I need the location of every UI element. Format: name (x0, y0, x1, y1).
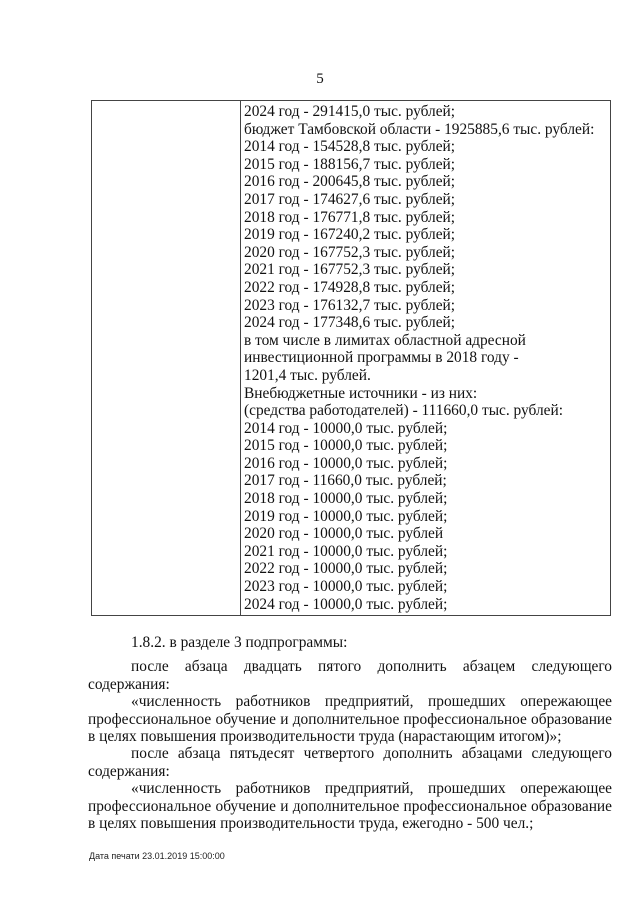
table-line: Внебюджетные источники - из них: (244, 384, 478, 402)
table-line: 2024 год - 291415,0 тыс. рублей; (244, 103, 456, 120)
table-line: 1201,4 тыс. рублей. (244, 366, 371, 384)
table-line: 2021 год - 167752,3 тыс. рублей; (244, 261, 456, 279)
financing-table (91, 100, 611, 616)
table-line: 2022 год - 10000,0 тыс. рублей; (244, 560, 448, 578)
table-line: 2020 год - 167752,3 тыс. рублей; (244, 243, 456, 261)
paragraph-line: после абзаца пятьдесят четвертого дополнить абзацами следующего (131, 745, 612, 763)
paragraph-line: в целях повышения производительности труда, ежегодно - 500 чел.; (88, 815, 534, 833)
paragraph-line: содержания: (88, 762, 170, 780)
table-cell-empty (92, 101, 241, 616)
table-line: 2024 год - 177348,6 тыс. рублей; (244, 314, 456, 332)
table-line: 2019 год - 167240,2 тыс. рублей; (244, 226, 456, 244)
table-line: 2014 год - 154528,8 тыс. рублей; (244, 138, 456, 156)
paragraph-line: содержания: (88, 675, 170, 693)
section-heading: 1.8.2. в разделе 3 подпрограммы: (131, 634, 348, 651)
table-line: инвестиционной программы в 2018 году - (244, 349, 519, 367)
table-line: (средства работодателей) - 111660,0 тыс. рублей: (244, 402, 564, 420)
paragraph-line: после абзаца двадцать пятого дополнить абзацем следующего (131, 658, 612, 676)
table-line: 2019 год - 10000,0 тыс. рублей; (244, 507, 448, 525)
table-line: 2023 год - 10000,0 тыс. рублей; (244, 578, 448, 596)
table-line: 2017 год - 11660,0 тыс. рублей; (244, 472, 447, 490)
paragraph-line: профессиональное обучение и дополнительное профессиональное образование (88, 797, 612, 815)
table-line: 2018 год - 10000,0 тыс. рублей; (244, 490, 448, 508)
table-cell-financing (241, 101, 611, 616)
table-line: 2017 год - 174627,6 тыс. рублей; (244, 190, 456, 208)
paragraph-line: «численность работников предприятий, прошедших опережающее (131, 693, 612, 711)
table-line: 2014 год - 10000,0 тыс. рублей; (244, 419, 448, 437)
table-line: в том числе в лимитах областной адресной (244, 331, 526, 349)
table-line: 2016 год - 10000,0 тыс. рублей; (244, 454, 448, 472)
paragraph-line: «численность работников предприятий, прошедших опережающее (131, 780, 612, 798)
document-body (88, 624, 612, 832)
table-line: 2015 год - 10000,0 тыс. рублей; (244, 437, 448, 455)
table-line: 2016 год - 200645,8 тыс. рублей; (244, 173, 456, 191)
table-line: 2020 год - 10000,0 тыс. рублей (244, 525, 444, 543)
table-line: 2015 год - 188156,7 тыс. рублей; (244, 155, 456, 173)
table-row (92, 101, 611, 616)
table-line: 2021 год - 10000,0 тыс. рублей; (244, 542, 448, 560)
paragraph-line: профессиональное обучение и дополнительное профессиональное образование (88, 710, 612, 728)
table-line: 2023 год - 176132,7 тыс. рублей; (244, 296, 456, 314)
print-date-footer: Дата печати 23.01.2019 15:00:00 (89, 851, 225, 861)
table-line: 2024 год - 10000,0 тыс. рублей; (244, 595, 448, 613)
table-line: 2018 год - 176771,8 тыс. рублей; (244, 208, 456, 226)
page-number: 5 (316, 71, 324, 87)
paragraph-line: в целях повышения производительности труда (нарастающим итогом)»; (88, 728, 562, 746)
table-line: бюджет Тамбовской области - 1925885,6 тыс. рублей: (244, 120, 595, 138)
table-line: 2022 год - 174928,8 тыс. рублей; (244, 278, 456, 296)
